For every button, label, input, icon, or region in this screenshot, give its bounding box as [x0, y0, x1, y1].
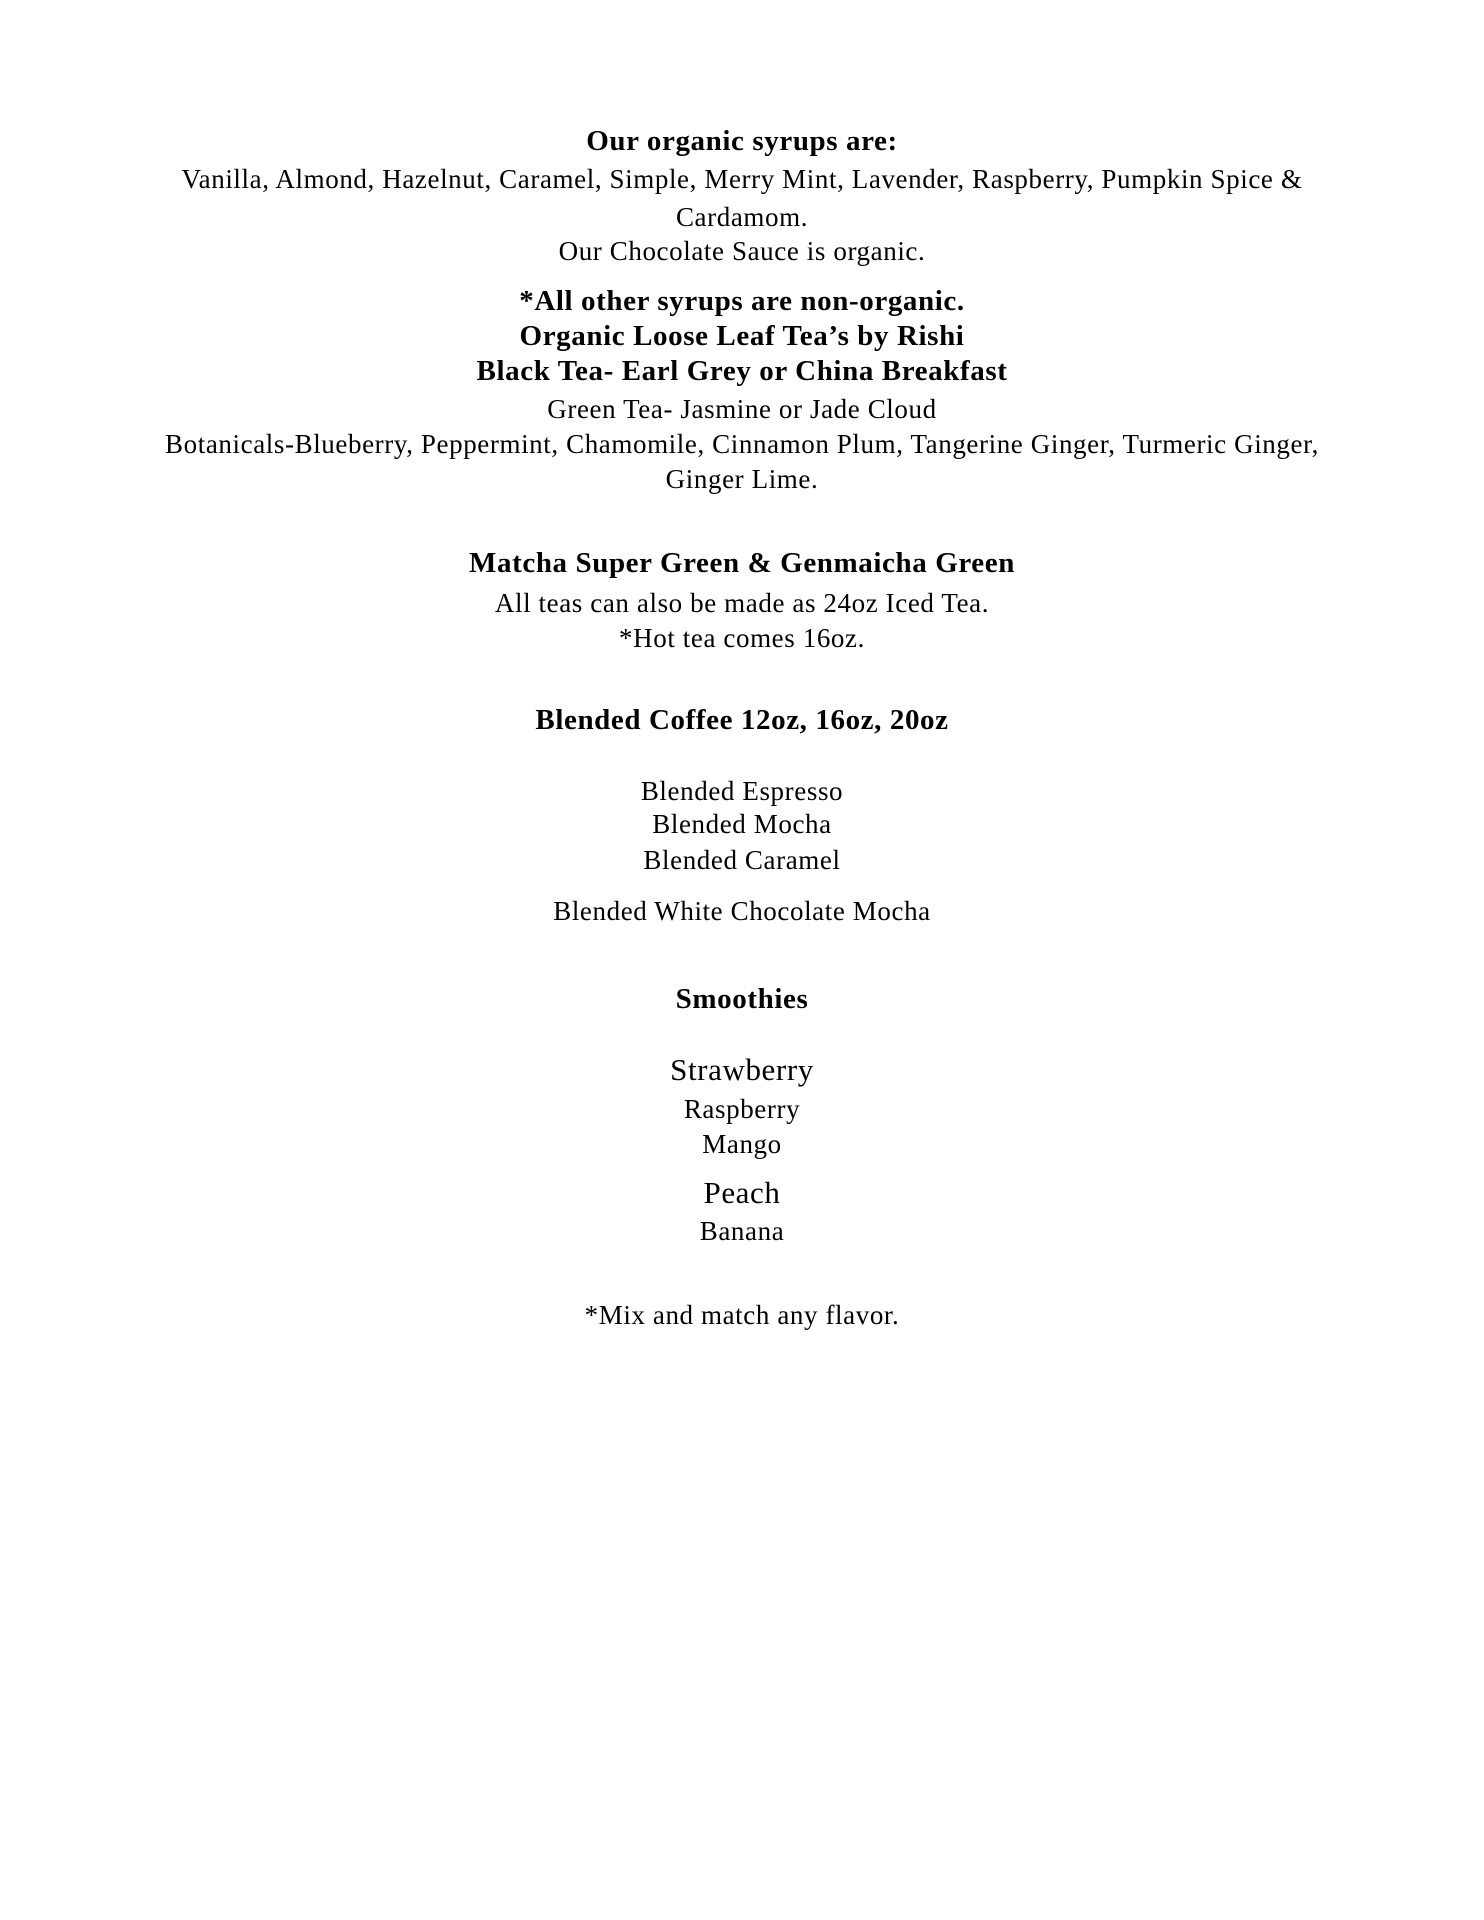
smoothie-item: Banana	[699, 1216, 785, 1246]
chocolate-sauce-note: Our Chocolate Sauce is organic.	[558, 236, 926, 266]
hot-tea-note: *Hot tea comes 16oz.	[619, 623, 865, 653]
blended-coffee-item: Blended Espresso	[640, 776, 844, 806]
black-tea-line: Black Tea- Earl Grey or China Breakfast	[476, 355, 1008, 387]
smoothie-item: Peach	[703, 1175, 781, 1210]
green-tea-line: Green Tea- Jasmine or Jade Cloud	[547, 394, 937, 424]
non-organic-note: *All other syrups are non-organic.	[519, 285, 965, 317]
blended-coffee-item: Blended Caramel	[643, 845, 841, 875]
syrups-heading: Our organic syrups are:	[586, 125, 898, 157]
blended-coffee-heading: Blended Coffee 12oz, 16oz, 20oz	[535, 704, 949, 736]
syrups-list-line-1: Vanilla, Almond, Hazelnut, Caramel, Simple, Merry Mint, Lavender, Raspberry, Pumpkin Spice &	[181, 164, 1303, 194]
blended-coffee-item: Blended Mocha	[652, 809, 832, 839]
matcha-heading: Matcha Super Green & Genmaicha Green	[469, 547, 1015, 579]
smoothie-item: Strawberry	[670, 1052, 814, 1087]
smoothie-item: Mango	[702, 1129, 782, 1159]
syrups-list-line-2: Cardamom.	[675, 202, 809, 232]
smoothies-heading: Smoothies	[675, 983, 809, 1015]
botanicals-line-2: Ginger Lime.	[665, 464, 819, 494]
blended-coffee-item: Blended White Chocolate Mocha	[553, 896, 931, 926]
smoothie-item: Raspberry	[683, 1094, 801, 1124]
botanicals-line-1: Botanicals-Blueberry, Peppermint, Chamomile, Cinnamon Plum, Tangerine Ginger, Turmeric Ginger,	[165, 429, 1319, 459]
mix-match-note: *Mix and match any flavor.	[584, 1300, 900, 1330]
iced-tea-note: All teas can also be made as 24oz Iced Tea.	[494, 588, 990, 618]
tea-heading: Organic Loose Leaf Tea’s by Rishi	[519, 320, 965, 352]
